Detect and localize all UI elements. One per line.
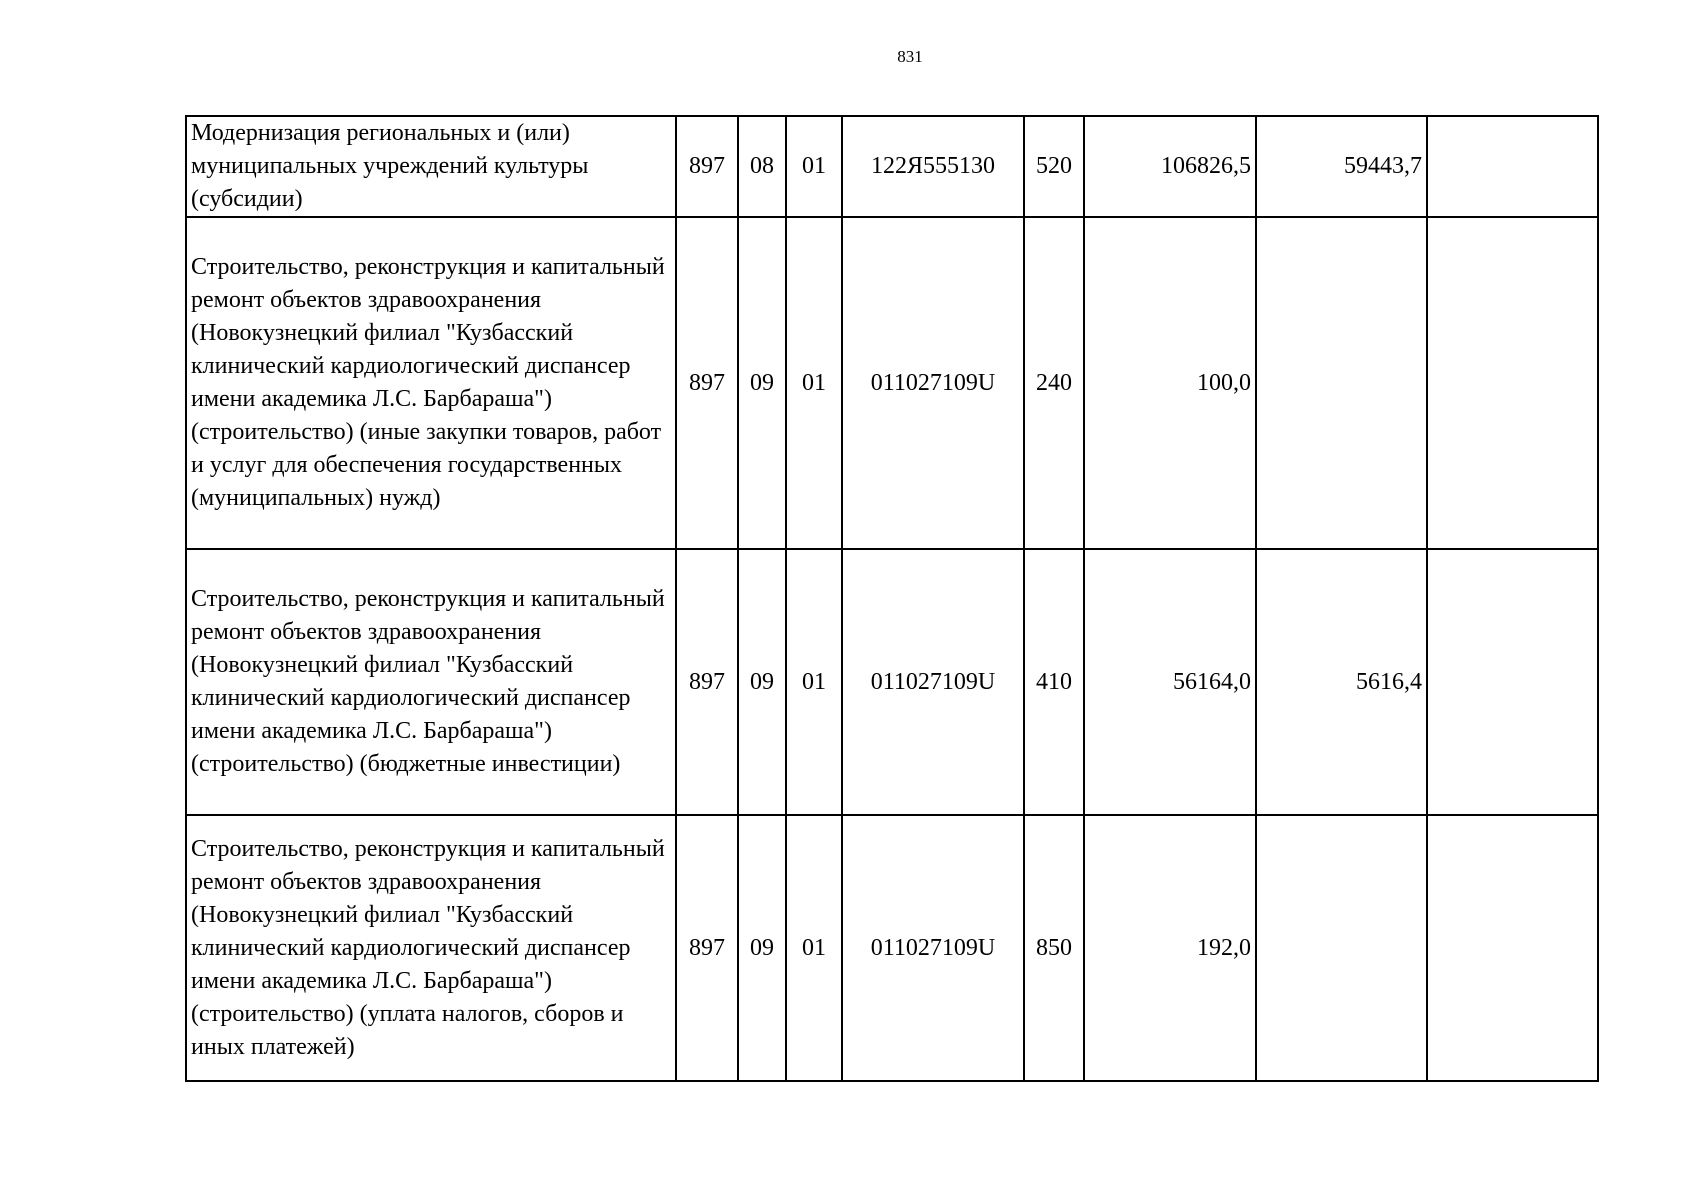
expense-name-cell: Строительство, реконструкция и капитальный ремонт объектов здравоохранения (Новокузнецкий филиал "Кузбасский клинический кардиологический диспансер имени академика Л.С. Барбараша") (строительство) (иные закупки товаров, работ и услуг для обеспечения государственных (муниципальных) нужд) (186, 217, 676, 549)
subsection-code-cell: 01 (786, 549, 842, 815)
expense-type-cell: 520 (1024, 116, 1084, 217)
amount-1-cell: 56164,0 (1084, 549, 1256, 815)
amount-2-cell: 5616,4 (1256, 549, 1427, 815)
amount-1-cell: 100,0 (1084, 217, 1256, 549)
amount-3-cell (1427, 815, 1598, 1081)
budget-table (185, 115, 1599, 1082)
target-article-cell: 011027109U (842, 815, 1024, 1081)
target-article-cell: 122Я555130 (842, 116, 1024, 217)
ministry-code-cell: 897 (676, 549, 738, 815)
amount-3-cell (1427, 549, 1598, 815)
subsection-code-cell: 01 (786, 116, 842, 217)
section-code-cell: 09 (738, 217, 786, 549)
target-article-cell: 011027109U (842, 549, 1024, 815)
subsection-code-cell: 01 (786, 815, 842, 1081)
section-code-cell: 08 (738, 116, 786, 217)
amount-3-cell (1427, 116, 1598, 217)
expense-type-cell: 850 (1024, 815, 1084, 1081)
section-code-cell: 09 (738, 815, 786, 1081)
expense-name-cell: Строительство, реконструкция и капитальный ремонт объектов здравоохранения (Новокузнецкий филиал "Кузбасский клинический кардиологический диспансер имени академика Л.С. Барбараша") (строительство) (уплата налогов, сборов и иных платежей) (186, 815, 676, 1081)
amount-3-cell (1427, 217, 1598, 549)
ministry-code-cell: 897 (676, 116, 738, 217)
expense-type-cell: 410 (1024, 549, 1084, 815)
amount-2-cell (1256, 217, 1427, 549)
table-row (186, 217, 1598, 549)
table-row (186, 549, 1598, 815)
target-article-cell: 011027109U (842, 217, 1024, 549)
table-row (186, 116, 1598, 217)
amount-2-cell: 59443,7 (1256, 116, 1427, 217)
ministry-code-cell: 897 (676, 217, 738, 549)
expense-name-cell: Модернизация региональных и (или) муниципальных учреждений культуры (субсидии) (186, 116, 676, 217)
subsection-code-cell: 01 (786, 217, 842, 549)
expense-type-cell: 240 (1024, 217, 1084, 549)
page-number: 831 (897, 47, 923, 66)
ministry-code-cell: 897 (676, 815, 738, 1081)
amount-2-cell (1256, 815, 1427, 1081)
amount-1-cell: 106826,5 (1084, 116, 1256, 217)
expense-name-cell: Строительство, реконструкция и капитальный ремонт объектов здравоохранения (Новокузнецкий филиал "Кузбасский клинический кардиологический диспансер имени академика Л.С. Барбараша") (строительство) (бюджетные инвестиции) (186, 549, 676, 815)
section-code-cell: 09 (738, 549, 786, 815)
table-row (186, 815, 1598, 1081)
amount-1-cell: 192,0 (1084, 815, 1256, 1081)
